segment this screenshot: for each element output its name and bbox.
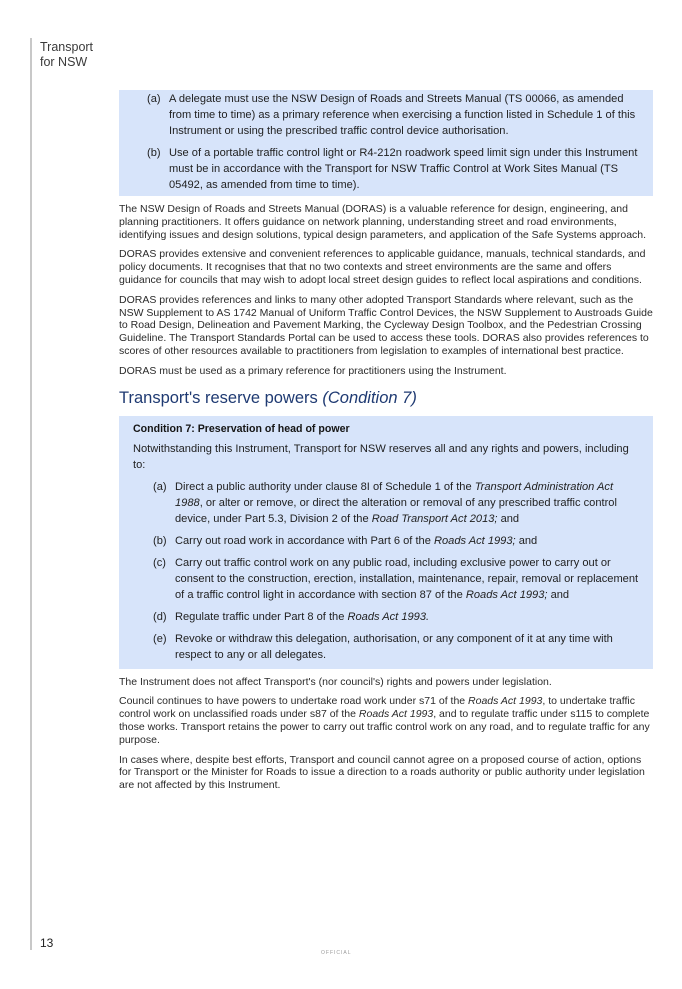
section-heading-italic: (Condition 7)	[322, 388, 417, 407]
section-heading	[119, 388, 653, 408]
brand-logo-text	[40, 40, 93, 70]
list-item	[133, 145, 639, 193]
list-marker: (b)	[153, 534, 167, 547]
list-text: Carry out traffic control work on any public road, including exclusive power to carry out or consent to the construction, erection, installation, maintenance, repair, removal or replacement of a traffic control light in accordance with section 87 of the Roads Act 1993; and	[175, 556, 639, 601]
list-marker: (e)	[153, 632, 167, 645]
list-item	[133, 533, 639, 549]
list-text: Carry out road work in accordance with Part 6 of the Roads Act 1993; and	[175, 534, 538, 547]
list-text: Regulate traffic under Part 8 of the Roads Act 1993.	[175, 610, 430, 623]
list-text: A delegate must use the NSW Design of Roads and Streets Manual (TS 00066, as amended from time to time) as a primary reference when exercising a function listed in Schedule 1 of this Instrument or using the prescribed traffic control device authorisation.	[169, 93, 636, 137]
margin-rule	[30, 38, 32, 950]
paragraph-doras-references: DORAS provides extensive and convenient references to applicable guidance, manuals, technical standards, and policy documents. It recognises that that no two contexts and street environments are the same and offers guidance for councils that may wish to adopt local street design guides to reflect local aspirations and conditions.	[119, 248, 646, 286]
list-item	[133, 631, 639, 663]
classification-label: OFFICIAL	[321, 950, 352, 956]
condition-7-box	[119, 416, 653, 669]
paragraph-council-powers: Council continues to have powers to undertake road work under s71 of the Roads Act 1993, to undertake traffic control work on unclassified roads under s87 of the Roads Act 1993, and to regulate traffic under s115 to complete those works. Transport retains the power to carry out traffic control work on any road, and to regulate traffic for any purpose.	[119, 695, 650, 746]
page-number: 13	[40, 936, 54, 950]
list-marker: (b)	[147, 147, 161, 159]
section-heading-text: Transport's reserve powers	[119, 388, 323, 407]
list-marker: (a)	[153, 480, 167, 493]
list-item	[133, 91, 639, 139]
list-text: Revoke or withdraw this delegation, authorisation, or any component of it at any time with respect to any or all delegates.	[175, 632, 613, 661]
list-item	[133, 609, 639, 625]
paragraph-doras-links: DORAS provides references and links to many other adopted Transport Standards where relevant, such as the NSW Supplement to AS 1742 Manual of Uniform Traffic Control Devices, the NSW Supplement to Austroads Guide to Road Design, Delineation and Pavement Marking, the Cycleway Design Toolbox, and the Pedestrian Crossing Guideline. The Transport Standards Portal can be used to access these tools. DORAS also provides references to scores of other resources available to practitioners from legislation to examples of international best practice.	[119, 293, 653, 357]
condition-title: Condition 7: Preservation of head of power	[133, 422, 350, 435]
list-marker: (d)	[153, 610, 167, 623]
paragraph-doras-intro: The NSW Design of Roads and Streets Manual (DORAS) is a valuable reference for design, engineering, and planning practitioners. It offers guidance on network planning, understanding street and road environments, identifying issues and design solutions, typical design parameters, and application of the Safe Systems approach.	[119, 203, 647, 241]
brand-line-1: Transport	[40, 40, 94, 54]
paragraph-doras-primary: DORAS must be used as a primary reference for practitioners using the Instrument.	[119, 364, 507, 377]
condition-intro: Notwithstanding this Instrument, Transport for NSW reserves all and any rights and powers, including to:	[133, 442, 629, 471]
paragraph-rights-unaffected: The Instrument does not affect Transport's (nor council's) rights and powers under legislation.	[119, 675, 552, 688]
brand-line-2: for NSW	[40, 55, 88, 69]
paragraph-disagreement: In cases where, despite best efforts, Transport and council cannot agree on a proposed course of action, options for Transport or the Minister for Roads to issue a direction to a roads authority or public authority under legislation are not affected by this Instrument.	[119, 753, 645, 792]
list-text: Use of a portable traffic control light or R4-212n roadwork speed limit sign under this Instrument must be in accordance with the Transport for NSW Traffic Control at Work Sites Manual (TS 05492, as amended from time to time).	[169, 147, 638, 191]
page-content	[119, 90, 653, 799]
list-marker: (a)	[147, 93, 161, 105]
list-text: Direct a public authority under clause 8I of Schedule 1 of the Transport Administration Act 1988, or alter or remove, or direct the alteration or removal of any prescribed traffic control device, under Part 5.3, Division 2 of the Road Transport Act 2013; and	[175, 480, 617, 525]
list-item	[133, 555, 639, 603]
list-marker: (c)	[153, 556, 166, 569]
delegate-requirements-box	[119, 90, 653, 196]
list-item	[133, 479, 639, 527]
